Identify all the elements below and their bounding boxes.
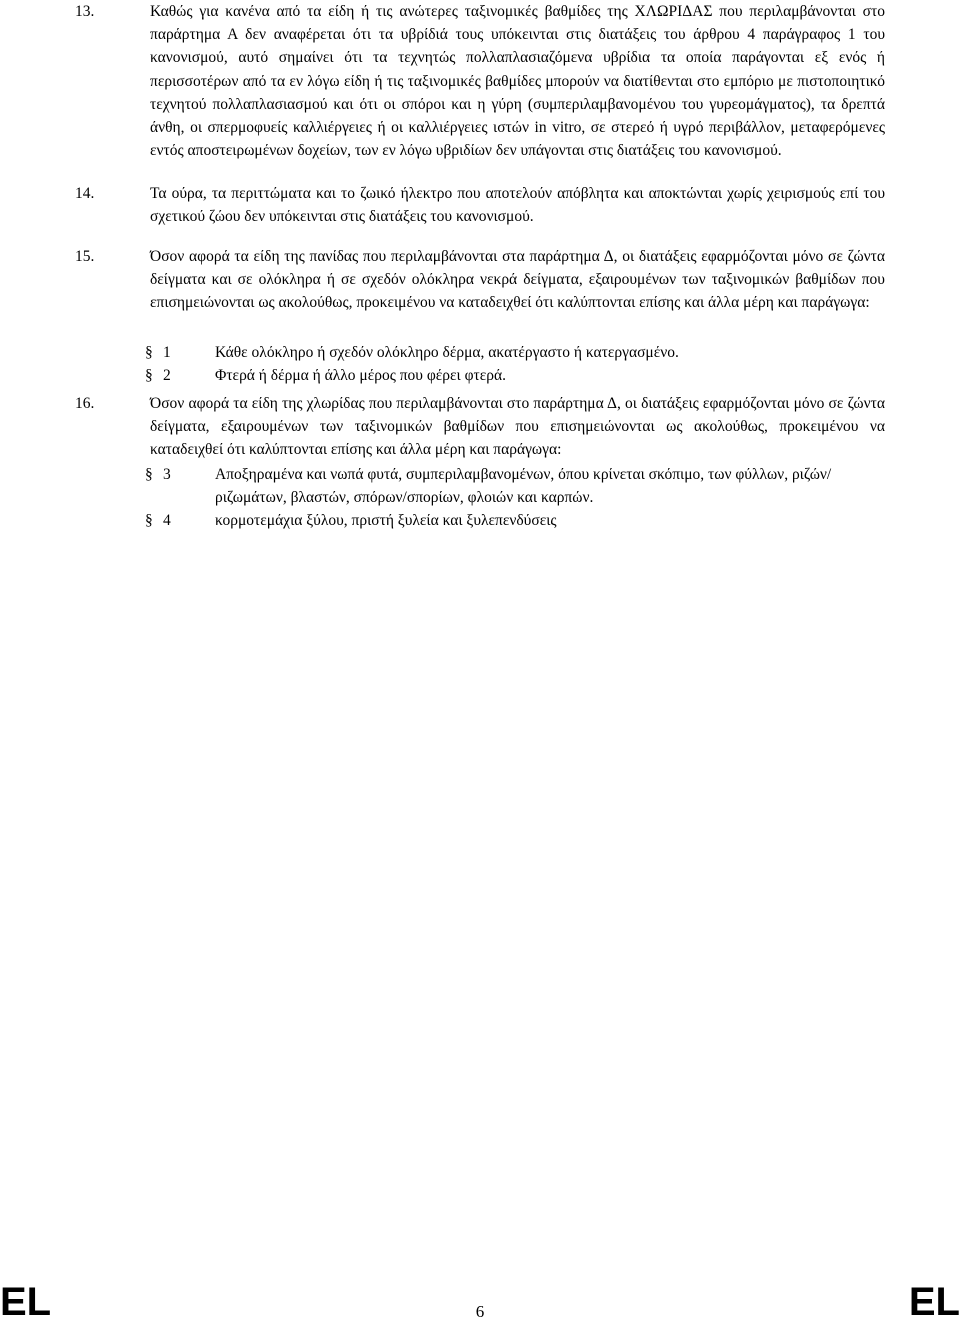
paragraph-number: 16.: [75, 395, 95, 412]
list-item-text: Κάθε ολόκληρο ή σχεδόν ολόκληρο δέρμα, ακατέργαστο ή κατεργασμένο.: [215, 344, 679, 361]
paragraph-15-list: [145, 341, 885, 387]
section-sign-icon: §: [145, 344, 153, 361]
paragraph-text: Καθώς για κανένα από τα είδη ή τις ανώτερες ταξινομικές βαθμίδες της ΧΛΩΡΙΔΑΣ που περιλαμβάνονται στο παράρτημα Α δεν αναφέρεται ότι τα υβρίδιά τους υπόκεινται στις διατάξεις του άρθρου 4 παράγραφος 1 του κανονισμού, αυτό σημαίνει ότι τα τεχνητώς πολλαπλασιαζόμενα υβρίδια τα οποία παράγονται εξ ενός ή περισσοτέρων από τα εν λόγω είδη ή τις ταξινομικές βαθμίδες μπορούν να διατίθενται στο εμπόριο με πιστοποιητικό τεχνητού πολλαπλασιασμού και ότι οι σπόροι και η γύρη (συμπεριλαμβανομένου του γυρεομάγματος), τα δρεπτά άνθη, οι σπερμοφυείς καλλιέργειες ή οι καλλιέργειες ιστών in vitro, σε στερεό ή υγρό περιβάλλον, μεταφερόμενες εντός αποστειρωμένων δοχείων, των εν λόγω υβριδίων δεν υπάγονται στις διατάξεις του κανονισμού.: [150, 3, 885, 160]
paragraph-number: 15.: [75, 248, 95, 265]
paragraph-13: [75, 0, 885, 162]
paragraph-text: Τα ούρα, τα περιττώματα και το ζωικό ήλεκτρο που αποτελούν απόβλητα και αποκτώνται χωρίς χειρισμούς επί του σχετικού ζώου δεν υπόκεινται στις διατάξεις του κανονισμού.: [150, 185, 885, 226]
footer-language-left: EL: [0, 1280, 52, 1324]
footer-language-right: EL: [908, 1280, 960, 1324]
section-sign-icon: §: [145, 512, 153, 530]
page-number: 6: [475, 1302, 485, 1321]
list-item: [145, 463, 885, 509]
list-item-text: Φτερά ή δέρμα ή άλλο μέρος που φέρει φτερά.: [215, 367, 506, 385]
paragraph-15: [75, 245, 885, 315]
list-item-number: 4: [163, 512, 171, 530]
paragraph-16-list: [145, 463, 885, 533]
paragraph-text: Όσον αφορά τα είδη της χλωρίδας που περιλαμβάνονται στο παράρτημα Δ, οι διατάξεις εφαρμόζονται μόνο σε ζώντα δείγματα, εξαιρουμένων των ταξινομικών βαθμίδων που επισημειώνονται ως ακολούθως, προκειμένου να καταδειχθεί ότι καλύπτονται επίσης και άλλα μέρη και παράγωγα:: [150, 395, 885, 459]
paragraph-number: 13.: [75, 3, 95, 20]
list-item-number: 1: [163, 344, 171, 361]
list-item-number: 2: [163, 367, 171, 385]
paragraph-number: 14.: [75, 185, 95, 202]
section-sign-icon: §: [145, 466, 153, 483]
list-item: [145, 364, 885, 387]
list-item-text: Αποξηραμένα και νωπά φυτά, συμπεριλαμβανομένων, όπου κρίνεται σκόπιμο, των φύλλων, ριζών/ριζωμάτων, βλαστών, σπόρων/σπορίων, φλοιών και καρπών.: [215, 466, 832, 507]
paragraph-14: [75, 182, 885, 228]
section-sign-icon: §: [145, 367, 153, 385]
list-item-number: 3: [163, 466, 171, 483]
paragraph-text: Όσον αφορά τα είδη της πανίδας που περιλαμβάνονται στα παράρτημα Δ, οι διατάξεις εφαρμόζονται μόνο σε ζώντα δείγματα και σε ολόκληρα ή σε σχεδόν ολόκληρα νεκρά δείγματα, εξαιρουμένων των ταξινομικών βαθμίδων που επισημειώνονται ως ακολούθως, προκειμένου να καταδειχθεί ότι καλύπτονται επίσης και άλλα μέρη και παράγωγα:: [150, 248, 885, 312]
list-item: [145, 341, 885, 364]
paragraph-16: [75, 392, 885, 462]
list-item: [145, 509, 885, 532]
list-item-text: κορμοτεμάχια ξύλου, πριστή ξυλεία και ξυλεπενδύσεις: [215, 512, 557, 530]
